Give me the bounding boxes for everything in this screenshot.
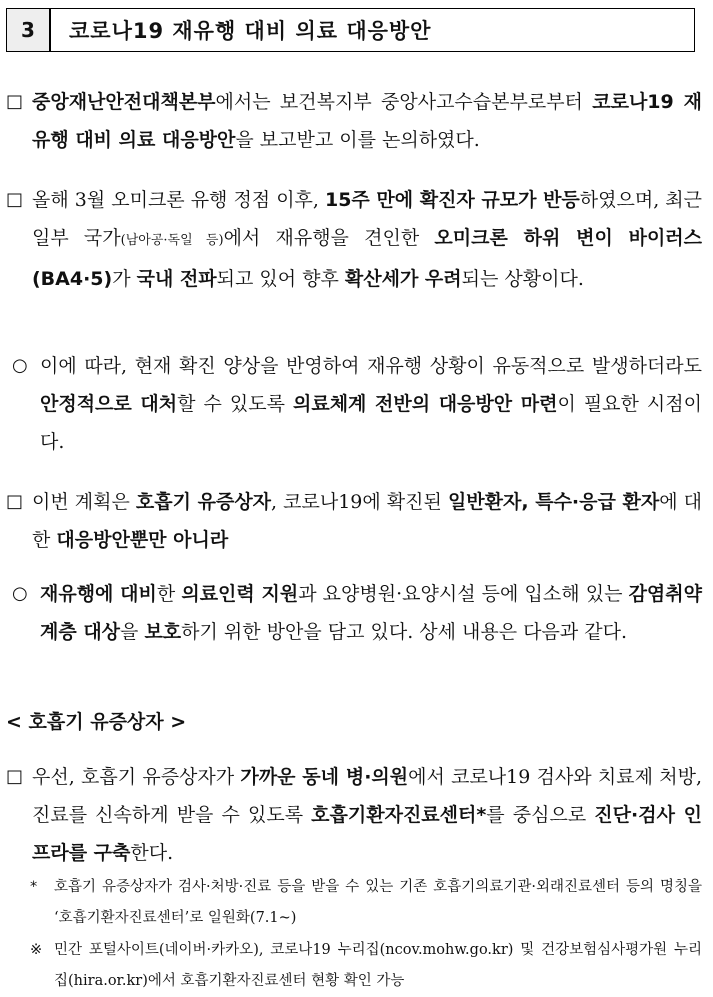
paragraph-text: 이번 계획은 호흡기 유증상자, 코로나19에 확진된 일반환자, 특수·응급 환자에 대한 대응방안뿐만 아니라 xyxy=(32,491,702,551)
square-bullet-icon: □ xyxy=(6,491,24,512)
reference-mark-icon: ※ xyxy=(30,942,43,958)
paragraph-text: 이에 따라, 현재 확진 양상을 반영하여 재유행 상황이 유동적으로 발생하더라도 안정적으로 대처할 수 있도록 의료체계 전반의 대응방안 마련이 필요한 시점이다. xyxy=(40,355,702,453)
footnote-rename xyxy=(30,872,702,934)
section-header xyxy=(6,8,695,52)
paragraph-need xyxy=(6,347,702,461)
square-bullet-icon: □ xyxy=(6,189,24,210)
paragraph-respiratory xyxy=(6,758,702,872)
paragraph-support xyxy=(6,575,702,651)
paragraph-text: 우선, 호흡기 유증상자가 가까운 동네 병·의원에서 코로나19 검사와 치료제 처방, 진료를 신속하게 받을 수 있도록 호흡기환자진료센터*를 중심으로 진단·검사 인프라를 구축한다. xyxy=(32,766,703,864)
square-bullet-icon: □ xyxy=(6,91,24,112)
footnote-reference xyxy=(30,935,702,997)
paragraph-plan xyxy=(6,483,702,559)
paragraph-text: 재유행에 대비한 의료인력 지원과 요양병원·요양시설 등에 입소해 있는 감염취약계층 대상을 보호하기 위한 방안을 담고 있다. 상세 내용은 다음과 같다. xyxy=(40,583,702,643)
asterisk-icon: * xyxy=(30,879,38,895)
section-title: 코로나19 재유행 대비 의료 대응방안 xyxy=(69,19,432,43)
paragraph-text: 올해 3월 오미크론 유행 정점 이후, 15주 만에 확진자 규모가 반등하였으며, 최근 일부 국가(남아공·독일 등)에서 재유행을 견인한 오미크론 하위 변이 바이러스(BA4·5)가 국내 전파되고 있어 향후 확산세가 우려되는 상황이다. xyxy=(32,189,703,290)
paragraph-report xyxy=(6,83,702,159)
subsection-title: < 호흡기 유증상자 > xyxy=(6,711,187,733)
square-bullet-icon: □ xyxy=(6,766,24,787)
footnote-text: 민간 포털사이트(네이버·카카오), 코로나19 누리집(ncov.mohw.go.kr) 및 건강보험심사평가원 누리집(hira.or.kr)에서 호흡기환자진료센터 현황 확인 가능 xyxy=(54,942,702,989)
circle-bullet-icon: ○ xyxy=(12,583,28,604)
paragraph-text: 중앙재난안전대책본부에서는 보건복지부 중앙사고수습본부로부터 코로나19 재유행 대비 의료 대응방안을 보고받고 이를 논의하였다. xyxy=(32,91,702,151)
footnote-text: 호흡기 유증상자가 검사·처방·진료 등을 받을 수 있는 기존 호흡기의료기관·외래진료센터 등의 명칭을 ‘호흡기환자진료센터’로 일원화(7.1~) xyxy=(54,879,702,926)
circle-bullet-icon: ○ xyxy=(12,355,28,376)
paragraph-situation xyxy=(6,181,702,298)
section-number: 3 xyxy=(7,9,51,51)
